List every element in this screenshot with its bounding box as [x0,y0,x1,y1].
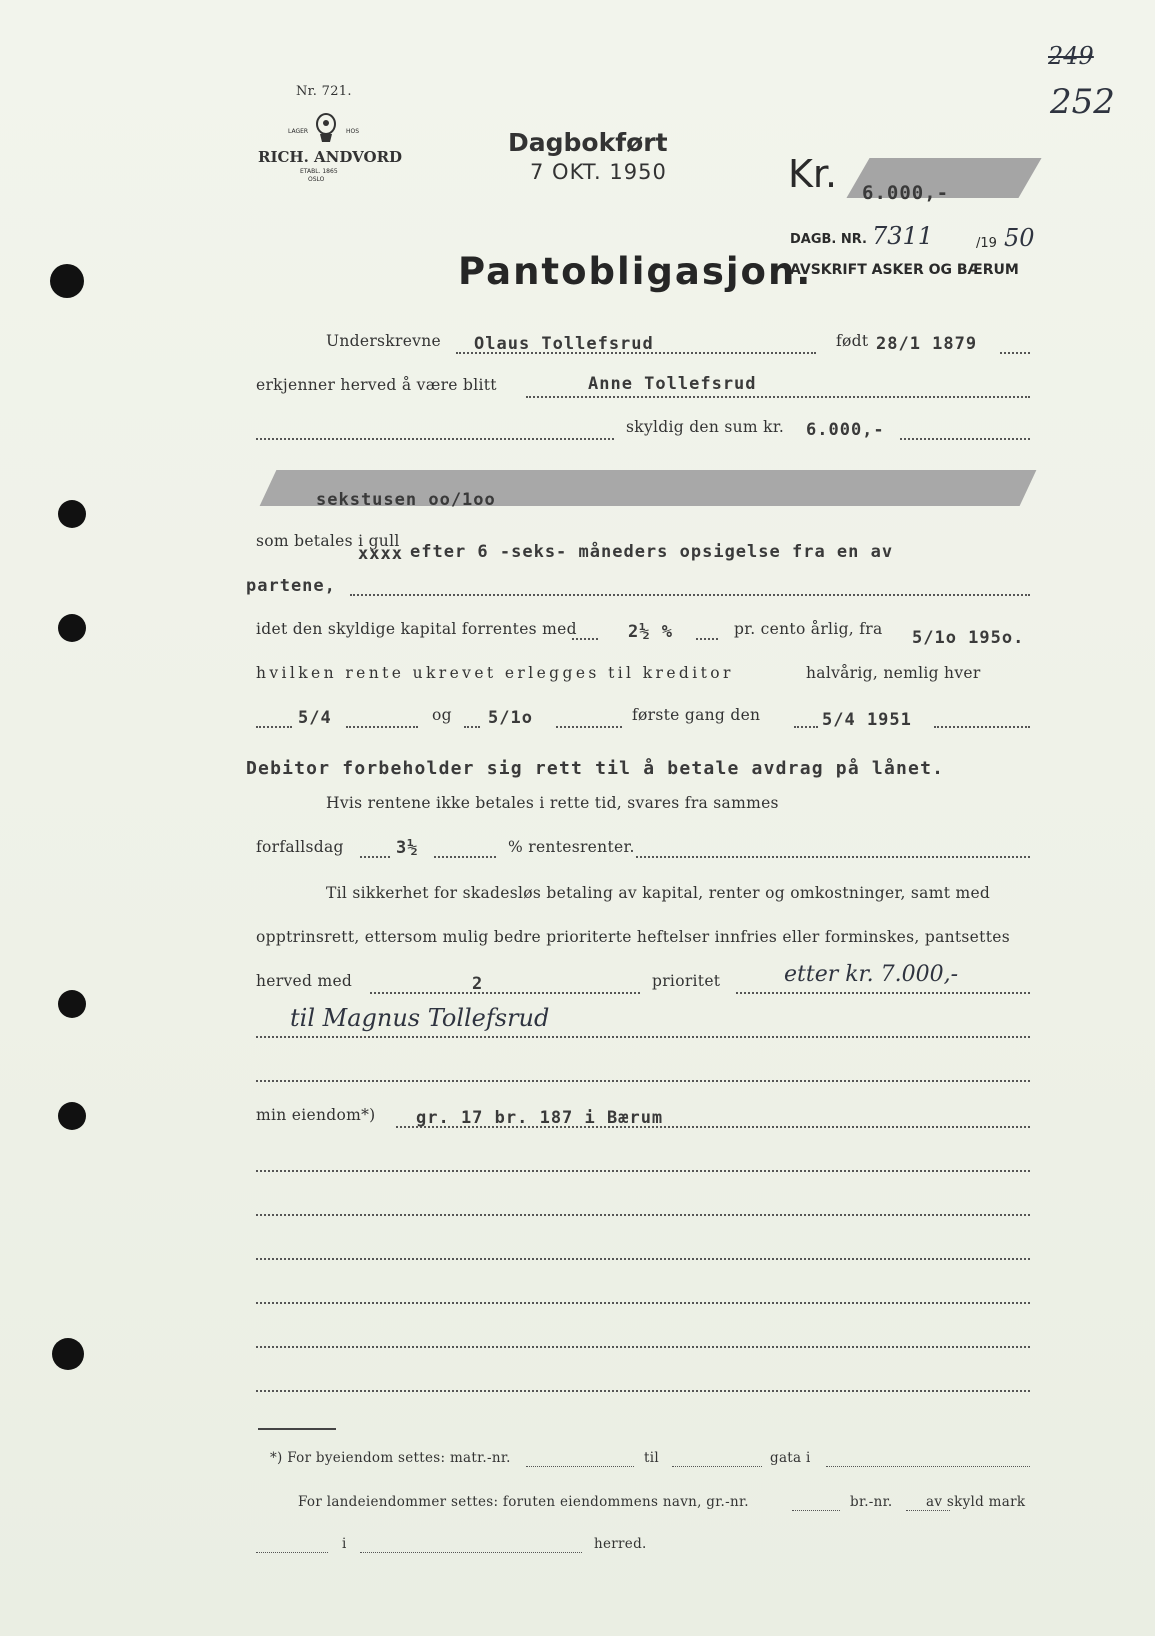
dotted-line [900,436,1030,440]
dotted-line [256,1388,1030,1392]
sikkerhet-line-2: opptrinsrett, ettersom mulig bedre prioriterte heftelser innfries eller forminskes, pantsettes [256,928,1010,946]
og-label: og [432,706,452,724]
dotted-line [256,1212,1030,1216]
printer-established: ETABL. 1865 [300,168,338,175]
footnote-line-2c: av skyld mark [926,1494,1026,1510]
betales-text: efter 6 -seks- måneders opsigelse fra en av [410,542,894,562]
kr-label: Kr. [788,152,838,196]
halvarig-label: halvårig, nemlig hver [806,664,981,682]
printer-name: RICH. ANDVORD [258,148,403,166]
prioritet-label: prioritet [652,972,721,990]
rente-label: hvilken rente ukrevet erlegges til kreditor [256,664,734,682]
cento-label: pr. cento årlig, fra [734,620,883,638]
default-interest-rate: 3½ [396,838,419,858]
birthdate: 28/1 1879 [876,334,978,354]
dotted-line [934,724,1030,728]
punch-hole [58,500,86,528]
stamp-date: 7 OKT. 1950 [530,160,667,184]
page-title: Pantobligasjon. [458,250,813,293]
avskrift-stamp: AVSKRIFT ASKER OG BÆRUM [790,262,1019,278]
fodt-label: født [836,332,869,350]
payment-date-1: 5/4 [298,708,332,728]
dotted-line [1000,350,1030,354]
printer-logo-right: HOS [346,128,360,135]
dagb-year-prefix: /19 [976,236,997,251]
property-description: gr. 17 br. 187 i Bærum [416,1108,664,1128]
printer-emblem-icon [312,112,340,144]
payment-date-2: 5/1o [488,708,533,728]
rentesrenter-label: % rentesrenter. [508,838,635,856]
dotted-line [672,1464,762,1467]
undersignede-label: Underskrevne [326,332,441,350]
rate-from-date: 5/1o 195o. [912,628,1025,648]
dotted-line [256,1078,1030,1082]
dotted-line [360,1550,582,1553]
dagb-year: 50 [1004,224,1035,252]
dotted-line [792,1508,840,1511]
sikkerhet-line-1: Til sikkerhet for skadesløs betaling av kapital, renter og omkostninger, samt med [326,884,991,902]
punch-hole [52,1338,84,1370]
betales-strike: xxxx [358,544,403,564]
page-number: 252 [1050,82,1115,122]
dotted-line [556,724,622,728]
dotted-line [794,724,818,728]
dotted-line [434,854,496,858]
dotted-line [256,1300,1030,1304]
debtor-name: Olaus Tollefsrud [474,334,654,354]
interest-rate: 2½ % [628,622,673,642]
punch-hole [58,990,86,1018]
dotted-line [360,854,390,858]
skyldig-label: skyldig den sum kr. [626,418,785,436]
sum-words: sekstusen oo/1oo [316,490,496,510]
herved-label: herved med [256,972,353,990]
punch-hole [58,614,86,642]
debitor-clause: Debitor forbeholder sig rett til å betale avdrag på lånet. [246,758,945,779]
dotted-line [256,1034,1030,1038]
prior-note: etter kr. 7.000,- [784,962,959,987]
footnote-line-3b: herred. [594,1536,647,1552]
dotted-line [526,1464,634,1467]
printer-logo-left: LAGER [288,128,309,135]
footnote-rule [258,1428,336,1430]
dotted-line [256,1168,1030,1172]
dotted-line [464,724,480,728]
dotted-line [370,990,640,994]
stamp-dagbokfort: Dagbokført [508,128,668,157]
dotted-line [256,1344,1030,1348]
sum-value: 6.000,- [806,420,885,440]
footnote-line-2a: For landeiendommer settes: foruten eiendommens navn, gr.-nr. [298,1494,749,1510]
erkjenner-label: erkjenner herved å være blitt [256,376,497,394]
dotted-line [826,1464,1030,1467]
dotted-line [256,1256,1030,1260]
forste-label: første gang den [632,706,761,724]
dotted-line [696,636,718,640]
betales-label: som betales i gull [256,532,400,550]
prior-note-2: til Magnus Tollefsrud [290,1004,550,1032]
dotted-line [256,436,614,440]
dagb-label: DAGB. NR. [790,232,867,247]
dotted-line [636,854,1030,858]
dotted-line [572,636,598,640]
footnote-line-1a: *) For byeiendom settes: matr.-nr. [270,1450,511,1466]
partene-text: partene, [246,576,336,596]
footnote-line-3a: i [342,1536,347,1552]
kapital-label: idet den skyldige kapital forrentes med [256,620,577,638]
dotted-line [526,394,1030,398]
amount-value: 6.000,- [862,182,950,204]
form-number: Nr. 721. [296,84,352,99]
priority-number: 2 [472,974,484,994]
punch-hole [50,264,84,298]
dotted-line [346,724,418,728]
creditor-name: Anne Tollefsrud [588,374,757,394]
punch-hole [58,1102,86,1130]
dotted-line [736,990,1030,994]
footnote-line-2b: br.-nr. [850,1494,893,1510]
dotted-line [350,592,1030,596]
printer-city: OSLO [308,176,325,183]
forfall-label: forfallsdag [256,838,344,856]
eiendom-label: min eiendom*) [256,1106,376,1124]
dagb-number: 7311 [872,222,934,250]
footnote-line-1b: til [644,1450,659,1466]
dotted-line [256,1550,328,1553]
page-number-struck: 249 [1048,42,1094,70]
dotted-line [256,724,292,728]
footnote-line-1c: gata i [770,1450,811,1466]
hvis-label: Hvis rentene ikke betales i rette tid, svares fra sammes [326,794,779,812]
first-payment-date: 5/4 1951 [822,710,912,730]
